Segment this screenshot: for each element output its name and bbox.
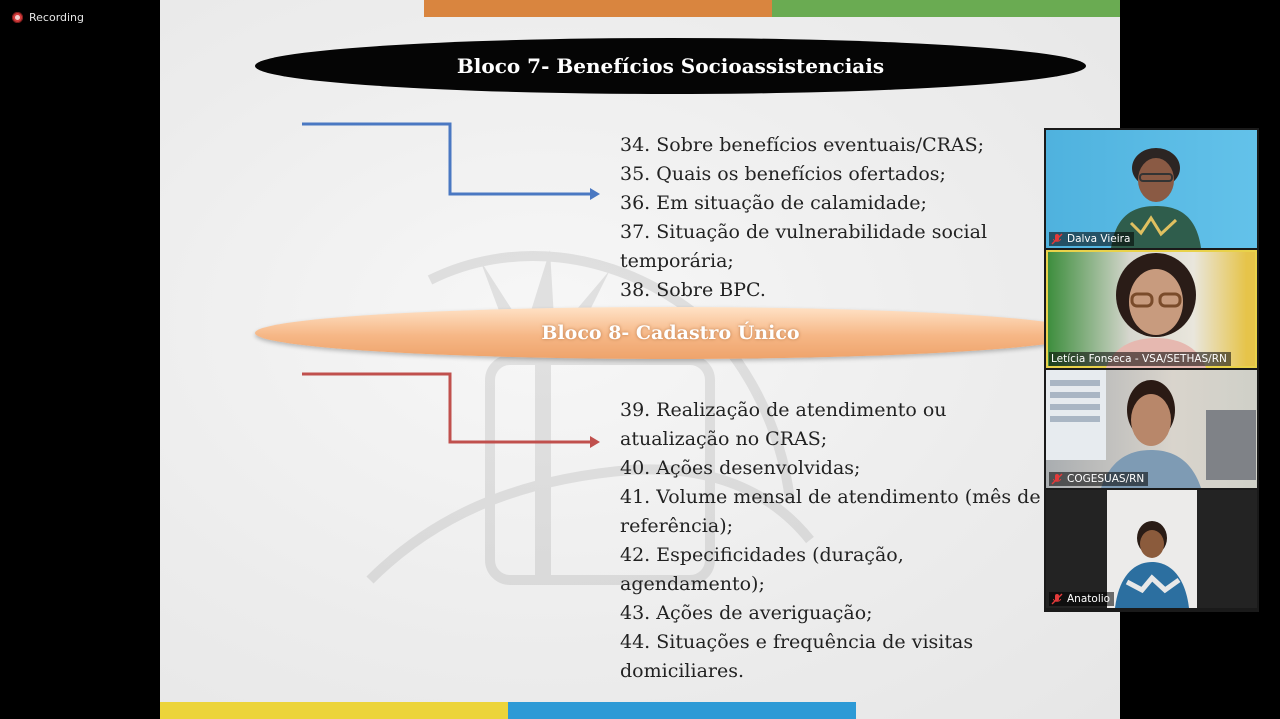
participant-video-icon <box>1107 490 1197 608</box>
list-item: agendamento); <box>620 573 765 595</box>
shared-slide <box>160 0 1120 719</box>
slide-bottom-bar-yellow <box>160 702 508 719</box>
participant-name: Anatolio <box>1067 593 1111 605</box>
participants-panel <box>1044 128 1259 612</box>
blue-arrow-icon <box>300 118 610 208</box>
participant-name: COGESUAS/RN <box>1067 473 1145 485</box>
recording-label: Recording <box>29 11 85 24</box>
recording-indicator[interactable] <box>12 11 84 24</box>
participant-name-tag <box>1049 352 1231 366</box>
list-item: 40. Ações desenvolvidas; <box>620 457 861 479</box>
block7-items <box>620 131 987 305</box>
list-item: 44. Situações e frequência de visitas <box>620 631 974 653</box>
list-item: 37. Situação de vulnerabilidade social <box>620 221 988 243</box>
block8-title-banner <box>255 307 1086 359</box>
list-item: 35. Quais os benefícios ofertados; <box>620 163 946 185</box>
participant-tile-cogesuas[interactable] <box>1046 370 1257 488</box>
red-arrow-icon <box>300 368 610 458</box>
list-item: domiciliares. <box>620 660 745 682</box>
participant-name-tag <box>1049 592 1114 606</box>
block7-title-banner <box>255 38 1086 94</box>
list-item: 34. Sobre benefícios eventuais/CRAS; <box>620 134 985 156</box>
record-icon <box>12 12 23 23</box>
slide-top-bar-orange <box>424 0 772 17</box>
mic-muted-icon <box>1051 233 1063 245</box>
participant-tile-anatolio[interactable] <box>1046 490 1257 608</box>
participant-name-tag <box>1049 232 1134 246</box>
list-item: 42. Especificidades (duração, <box>620 544 904 566</box>
list-item: temporária; <box>620 250 734 272</box>
block8-items <box>620 396 1041 686</box>
list-item: 38. Sobre BPC. <box>620 279 766 301</box>
participant-name: Letícia Fonseca - VSA/SETHAS/RN <box>1051 353 1227 365</box>
list-item: 43. Ações de averiguação; <box>620 602 873 624</box>
participant-video-icon <box>1096 250 1216 368</box>
block8-title: Bloco 8- Cadastro Único <box>541 322 800 344</box>
participant-tile-dalva[interactable] <box>1046 130 1257 248</box>
participant-name-tag <box>1049 472 1148 486</box>
slide-bottom-bar-blue <box>508 702 856 719</box>
slide-top-bar-green <box>772 0 1120 17</box>
participant-tile-leticia[interactable] <box>1046 250 1257 368</box>
mic-muted-icon <box>1051 473 1063 485</box>
list-item: 39. Realização de atendimento ou <box>620 399 947 421</box>
list-item: 41. Volume mensal de atendimento (mês de <box>620 486 1041 508</box>
list-item: 36. Em situação de calamidade; <box>620 192 927 214</box>
participant-video-icon <box>1046 370 1257 488</box>
mic-muted-icon <box>1051 593 1063 605</box>
list-item: referência); <box>620 515 734 537</box>
participant-name: Dalva Vieira <box>1067 233 1131 245</box>
block7-title: Bloco 7- Benefícios Socioassistenciais <box>456 54 885 78</box>
list-item: atualização no CRAS; <box>620 428 828 450</box>
